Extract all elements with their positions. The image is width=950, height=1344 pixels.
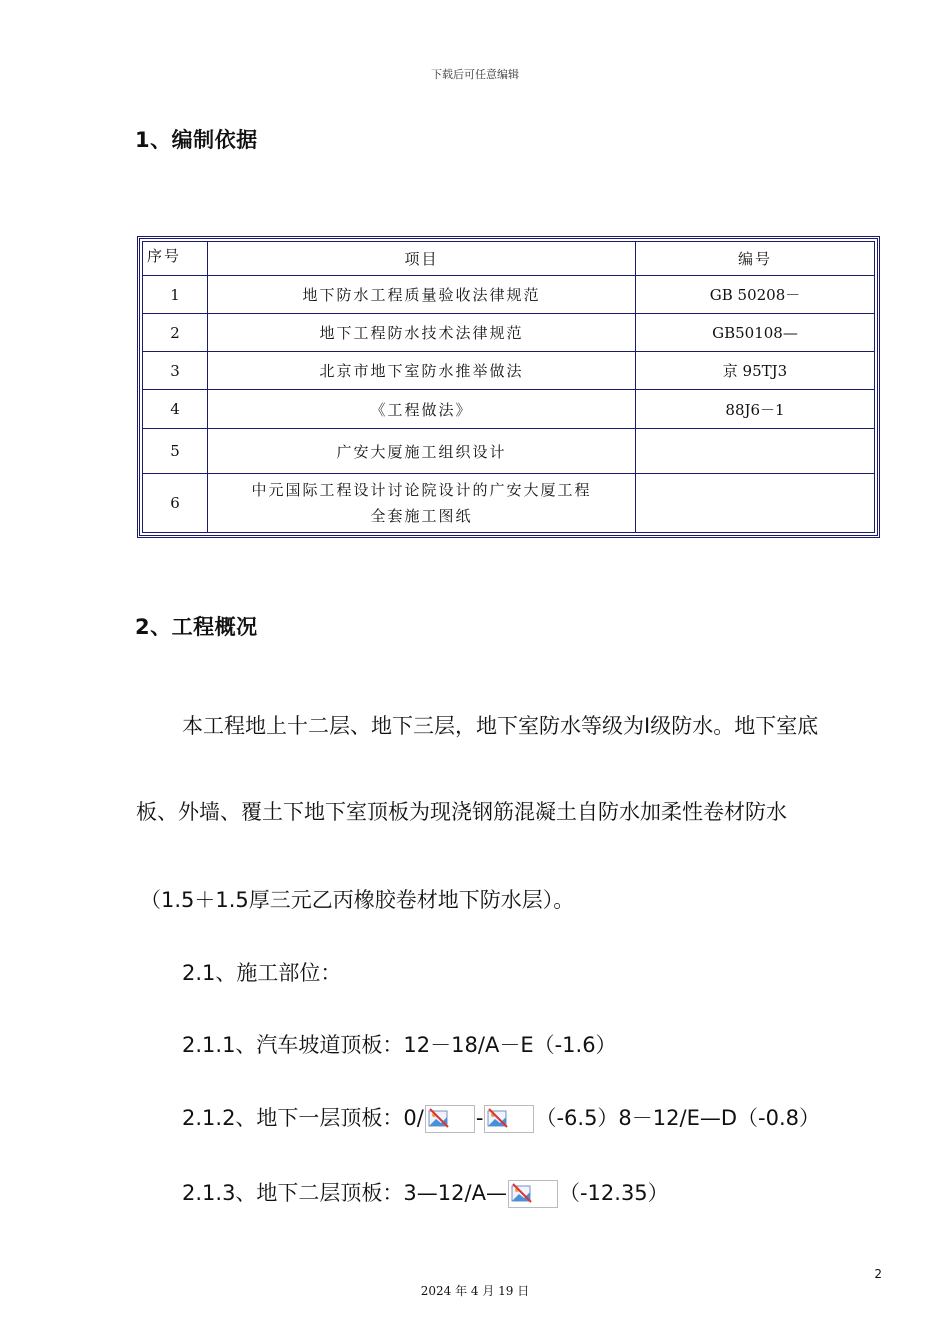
row-seq: 6	[143, 474, 208, 533]
part-item-3	[182, 1177, 669, 1208]
row-code	[636, 429, 875, 474]
part-item-2	[182, 1102, 820, 1133]
header-item: 项目	[208, 242, 636, 276]
table-row	[143, 429, 875, 474]
header-code: 编号	[636, 242, 875, 276]
part-item-1: 2.1.1、汽车坡道顶板：12－18/A－E（-1.6）	[182, 1033, 617, 1057]
section-title-overview: 2、工程概况	[135, 615, 258, 639]
row-seq: 3	[143, 352, 208, 390]
header-seq: 序号	[143, 242, 208, 276]
basis-table	[137, 236, 880, 538]
broken-image-icon	[484, 1105, 534, 1133]
row-item	[208, 474, 636, 533]
broken-image-icon	[508, 1180, 558, 1208]
row-code: GB50108—	[636, 314, 875, 352]
parts-title: 2.1、施工部位：	[182, 961, 342, 985]
row-code: 88J6－1	[636, 390, 875, 429]
row-item-line: 中元国际工程设计讨论院设计的广安大厦工程	[251, 481, 592, 499]
overview-line: 板、外墙、覆土下地下室顶板为现浇钢筋混凝土自防水加柔性卷材防水	[136, 800, 787, 824]
table-header-row	[143, 242, 875, 276]
broken-image-icon	[425, 1105, 475, 1133]
row-item: 北京市地下室防水推举做法	[208, 352, 636, 390]
part-text: （-12.35）	[558, 1181, 669, 1205]
table-row	[143, 352, 875, 390]
row-code: GB 50208－	[636, 276, 875, 314]
part-text: 2.1.3、地下二层顶板：3—12/A—	[182, 1181, 507, 1205]
footer-date: 2024 年 4 月 19 日	[420, 1284, 530, 1298]
row-item: 《工程做法》	[208, 390, 636, 429]
row-code	[636, 474, 875, 533]
row-item: 地下防水工程质量验收法律规范	[208, 276, 636, 314]
row-seq: 1	[143, 276, 208, 314]
row-seq: 2	[143, 314, 208, 352]
table-row	[143, 314, 875, 352]
row-code: 京 95TJ3	[636, 352, 875, 390]
table-row	[143, 474, 875, 533]
page-number: 2	[874, 1267, 882, 1281]
table-row	[143, 276, 875, 314]
table-row	[143, 390, 875, 429]
row-item-line: 全套施工图纸	[370, 507, 473, 525]
page-header-note: 下载后可任意编辑	[431, 68, 519, 81]
part-text: （-6.5）8－12/E—D（-0.8）	[535, 1106, 820, 1130]
part-text: 2.1.2、地下一层顶板：0/	[182, 1106, 424, 1130]
row-seq: 5	[143, 429, 208, 474]
row-item: 广安大厦施工组织设计	[208, 429, 636, 474]
section-title-basis: 1、编制依据	[135, 128, 258, 152]
part-text: -	[475, 1106, 484, 1130]
overview-line: （1.5＋1.5厚三元乙丙橡胶卷材地下防水层）。	[140, 888, 575, 912]
row-seq: 4	[143, 390, 208, 429]
overview-line: 本工程地上十二层、地下三层，地下室防水等级为Ⅰ级防水。地下室底	[182, 714, 819, 738]
row-item: 地下工程防水技术法律规范	[208, 314, 636, 352]
